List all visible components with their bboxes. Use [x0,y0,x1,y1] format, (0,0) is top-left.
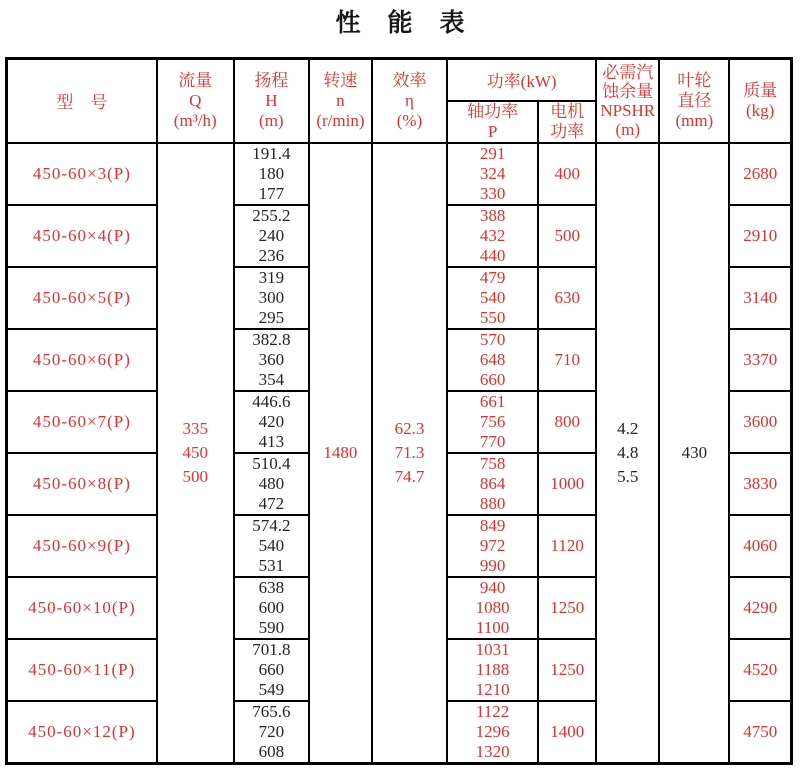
model-cell: 450-60×7(P) [7,391,157,453]
head-value: 765.6 [252,701,291,721]
shaft-power-value: 1031 [475,639,510,659]
head-values-cell [234,267,309,329]
model-cell: 450-60×10(P) [7,577,157,639]
col-header-model [7,59,157,143]
shaft-power-value: 1122 [475,701,510,721]
model-cell: 450-60×11(P) [7,639,157,701]
col-header-efficiency [372,59,447,143]
col-header-head [234,59,309,143]
head-value: 382.8 [252,329,291,349]
col-header-motor-power [538,101,596,143]
model-cell: 450-60×5(P) [7,267,157,329]
head-value: 720 [258,721,285,741]
mass-cell: 2910 [729,205,791,267]
head-value: 413 [258,431,285,451]
head-value: 354 [258,369,285,389]
header-line: 轴功率 [467,101,519,121]
shaft-power-value: 648 [479,349,506,369]
shaft-power-value: 570 [479,329,506,349]
mass-cell: 3370 [729,329,791,391]
model-cell: 450-60×6(P) [7,329,157,391]
shaft-power-value: 661 [479,391,506,411]
mass-cell: 4750 [729,701,791,764]
header-line: P [487,121,498,141]
shaft-power-value: 479 [479,267,506,287]
shaft-power-cell [447,701,538,764]
header-line: (m³/h) [173,110,217,130]
col-header-shaft-power [447,101,538,143]
head-value: 701.8 [252,639,291,659]
head-value: 360 [258,349,285,369]
shaft-power-value: 972 [479,535,506,555]
shaft-power-value: 1188 [475,659,510,679]
shaft-power-value: 880 [479,493,506,513]
header-line: n [336,90,345,110]
head-value: 319 [258,267,285,287]
head-value: 574.2 [252,515,291,535]
shaft-power-cell [447,143,538,205]
shaft-power-value: 1320 [475,741,510,761]
header-line: 电机 [550,101,585,121]
head-value: 590 [258,617,285,637]
shaft-power-value: 1080 [475,597,510,617]
mass-cell: 4290 [729,577,791,639]
motor-power-cell: 800 [538,391,596,453]
head-values-cell [234,453,309,515]
efficiency-value: 74.7 [394,466,425,486]
head-value: 660 [258,659,285,679]
header-line: 转速 [323,70,358,90]
motor-power-cell: 1000 [538,453,596,515]
head-value: 472 [258,493,285,513]
shaft-power-cell [447,205,538,267]
motor-power-cell: 400 [538,143,596,205]
header-line: (m) [259,110,284,130]
head-values-cell [234,515,309,577]
head-value: 531 [258,555,285,575]
npshr-value: 4.2 [617,418,639,438]
col-header-flow [157,59,234,143]
shaft-power-value: 940 [479,577,506,597]
motor-power-cell: 710 [538,329,596,391]
model-cell: 450-60×4(P) [7,205,157,267]
model-cell: 450-60×9(P) [7,515,157,577]
shaft-power-value: 440 [479,245,506,265]
head-value: 549 [258,679,285,699]
shaft-power-value: 291 [479,143,506,163]
motor-power-cell: 630 [538,267,596,329]
motor-power-cell: 1250 [538,577,596,639]
efficiency-values-cell [372,143,447,764]
head-value: 608 [258,741,285,761]
col-header-npshr [596,59,659,143]
header-line: 蚀余量 [602,81,654,101]
shaft-power-cell [447,267,538,329]
mass-cell: 4520 [729,639,791,701]
head-value: 446.6 [252,391,291,411]
header-line: 功率 [550,121,585,141]
header-line: (%) [396,110,423,130]
table-row-1 [7,143,792,205]
header-line: (kg) [746,100,775,120]
page-title: 性能表 [335,8,492,37]
speed-cell: 1480 [309,143,372,764]
motor-power-cell: 1120 [538,515,596,577]
head-value: 600 [258,597,285,617]
npshr-values-cell [596,143,659,764]
mass-cell: 2680 [729,143,791,205]
flow-value: 500 [182,466,208,486]
col-header-speed [309,59,372,143]
head-value: 638 [258,577,285,597]
shaft-power-value: 550 [479,307,506,327]
model-cell: 450-60×3(P) [7,143,157,205]
shaft-power-value: 1100 [475,617,510,637]
header-line: 扬程 [254,70,289,90]
head-value: 300 [258,287,285,307]
shaft-power-value: 990 [479,555,506,575]
header-line: 必需汽 [602,62,654,82]
performance-table [5,57,793,765]
shaft-power-cell [447,453,538,515]
shaft-power-value: 324 [479,163,506,183]
shaft-power-value: 540 [479,287,506,307]
impeller-diameter-cell: 430 [659,143,729,764]
shaft-power-cell [447,577,538,639]
efficiency-value: 71.3 [394,442,425,462]
col-header-mass [729,59,791,143]
header-line: NPSHR [600,100,656,120]
head-value: 177 [258,183,285,203]
efficiency-value: 62.3 [394,418,425,438]
head-values-cell [234,143,309,205]
shaft-power-value: 756 [479,411,506,431]
shaft-power-value: 849 [479,515,506,535]
model-cell: 450-60×12(P) [7,701,157,764]
model-cell: 450-60×8(P) [7,453,157,515]
mass-cell: 4060 [729,515,791,577]
head-value: 180 [258,163,285,183]
header-line: 流量 [178,70,213,90]
shaft-power-value: 660 [479,369,506,389]
header-line: (mm) [675,110,714,130]
col-header-impeller [659,59,729,143]
head-value: 295 [258,307,285,327]
flow-value: 450 [182,442,208,462]
npshr-value: 4.8 [617,442,639,462]
shaft-power-value: 388 [479,205,506,225]
shaft-power-value: 770 [479,431,506,451]
head-value: 540 [258,535,285,555]
mass-cell: 3830 [729,453,791,515]
head-values-cell [234,577,309,639]
header-line: H [265,90,278,110]
header-line: 叶轮 [677,70,712,90]
header-line: 质量 [743,80,778,100]
shaft-power-cell [447,639,538,701]
npshr-value: 5.5 [617,466,639,486]
head-value: 480 [258,473,285,493]
motor-power-cell: 500 [538,205,596,267]
head-values-cell [234,205,309,267]
header-line: 直径 [677,90,712,110]
header-line: (r/min) [316,110,365,130]
head-value: 236 [258,245,285,265]
motor-power-cell: 1250 [538,639,596,701]
head-values-cell [234,329,309,391]
head-value: 240 [258,225,285,245]
shaft-power-value: 864 [479,473,506,493]
mass-cell: 3600 [729,391,791,453]
shaft-power-value: 1296 [475,721,510,741]
header-line: (m) [615,119,641,139]
mass-cell: 3140 [729,267,791,329]
shaft-power-cell [447,329,538,391]
head-values-cell [234,391,309,453]
header-line: Q [189,90,202,110]
shaft-power-cell [447,515,538,577]
col-header-model-label: 型号 [56,93,125,113]
head-values-cell [234,639,309,701]
head-values-cell [234,701,309,764]
header-line: 效率 [392,70,427,90]
shaft-power-value: 758 [479,453,506,473]
shaft-power-value: 432 [479,225,506,245]
head-value: 255.2 [252,205,291,225]
shaft-power-cell [447,391,538,453]
flow-value: 335 [182,418,208,438]
shaft-power-value: 1210 [475,679,510,699]
col-header-power-group: 功率(kW) [447,59,596,101]
shaft-power-value: 330 [479,183,506,203]
head-value: 510.4 [252,453,291,473]
flow-values-cell [157,143,234,764]
header-line: η [405,90,414,110]
head-value: 191.4 [252,143,291,163]
head-value: 420 [258,411,285,431]
motor-power-cell: 1400 [538,701,596,764]
